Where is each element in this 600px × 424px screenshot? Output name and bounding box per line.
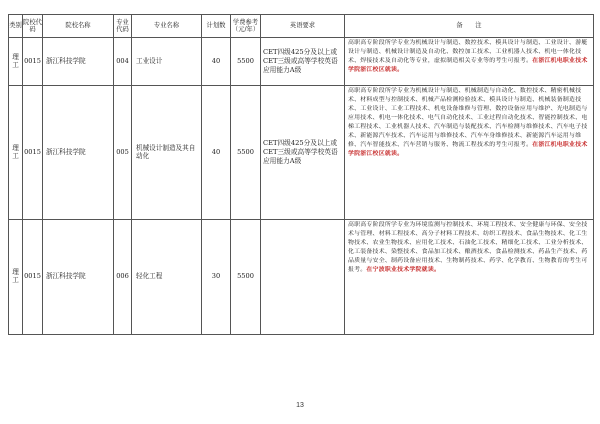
remark-highlight: 在宁波职业技术学院就读。 (366, 265, 441, 273)
cell-category: 理工 (9, 86, 23, 220)
cell-category: 理工 (9, 220, 23, 335)
header-category: 类别 (9, 15, 23, 38)
cell-major-name: 机械设计制造及其自动化 (132, 86, 202, 220)
cell-english-requirement: CET四级425分及以上或CET三级或高等学校英语应用能力A级 (261, 38, 345, 86)
table-row (9, 38, 594, 86)
header-remarks: 备 注 (345, 15, 594, 38)
cell-major-code: 005 (114, 86, 132, 220)
header-major-name: 专业名称 (132, 15, 202, 38)
remark-highlight: 在浙江机电职业技术学院浙江校区就读。 (348, 56, 588, 73)
cell-plan-count: 40 (202, 38, 231, 86)
cell-school-code: 0015 (23, 38, 43, 86)
admissions-plan-table (8, 14, 594, 335)
table-row (9, 220, 594, 335)
header-english-requirement: 英语要求 (261, 15, 345, 38)
cell-remarks (345, 38, 594, 86)
cell-school-name: 浙江科技学院 (43, 38, 114, 86)
header-major-code: 专业代码 (114, 15, 132, 38)
header-school-name: 院校名称 (43, 15, 114, 38)
cell-remarks (345, 220, 594, 335)
cell-category: 理工 (9, 38, 23, 86)
cell-english-requirement: CET四级425分及以上或CET三级或高等学校英语应用能力A级 (261, 86, 345, 220)
cell-tuition: 5500 (231, 86, 261, 220)
page-number: 13 (296, 402, 304, 409)
remark-text: 高职高专阶段所学专业为机械设计与制造、数控技术、模具设计与制造、工业设计、游艇设计与制造、机械设计制造及自动化、数控加工技术、工业机器人技术、机电一体化技术、焊接技术及自动化等专业，虚拟制造相关专业等的考生可报考。 (348, 40, 588, 64)
remark-text: 高职高专阶段所学专业为环境监测与控制技术、环境工程技术、安全健康与环保、安全技术与管理、材料工程技术、高分子材料工程技术、纺织工程技术、食品生物技术、化工生物技术、农业生物技术、应用化工技术、石油化工技术、精细化工技术、工业分析技术、化工装备技术、染整技术、食品加工技术、酿酒技术、食品检测技术、药品生产技术、药品质量与安全、制药设备应用技术、生物制药技术、药学、化学教育、生物教育的考生可报考。 (348, 222, 588, 273)
header-plan-count: 计划数 (202, 15, 231, 38)
cell-major-code: 006 (114, 220, 132, 335)
header-tuition: 学费参考（元/年） (231, 15, 261, 38)
remark-highlight: 在浙江机电职业技术学院浙江校区就读。 (348, 140, 588, 157)
header-school-code: 院校代码 (23, 15, 43, 38)
cell-plan-count: 30 (202, 220, 231, 335)
cell-tuition: 5500 (231, 38, 261, 86)
cell-english-requirement (261, 220, 345, 335)
cell-school-code: 0015 (23, 86, 43, 220)
table-header-row (9, 15, 594, 38)
cell-major-name: 工业设计 (132, 38, 202, 86)
remark-text: 高职高专阶段所学专业为机械设计与制造、机械制造与自动化、数控技术、精密机械技术、材料成型与控制技术、机械产品检测检验技术、模具设计与制造、机械装备制造技术、工业设计、工业工程技术、机电设备维修与管理、数控设备应用与维护、光电制造与应用技术、机电一体化技术、电气自动化技术、工业过程自动化技术、智能控制技术、电梯工程技术、工业机器人技术、汽车制造与装配技术、汽车检测与维修技术、汽车电子技术、新能源汽车技术、汽车运用与维修技术、汽车车身维修技术、新能源汽车运用与维修、汽车智能技术、汽车营销与服务、物流工程技术的考生可报考。 (348, 88, 588, 148)
cell-major-code: 004 (114, 38, 132, 86)
cell-plan-count: 40 (202, 86, 231, 220)
cell-school-code: 0015 (23, 220, 43, 335)
cell-remarks (345, 86, 594, 220)
table-row (9, 86, 594, 220)
cell-major-name: 轻化工程 (132, 220, 202, 335)
cell-school-name: 浙江科技学院 (43, 86, 114, 220)
cell-school-name: 浙江科技学院 (43, 220, 114, 335)
admissions-plan-sheet (8, 14, 593, 335)
cell-tuition: 5500 (231, 220, 261, 335)
